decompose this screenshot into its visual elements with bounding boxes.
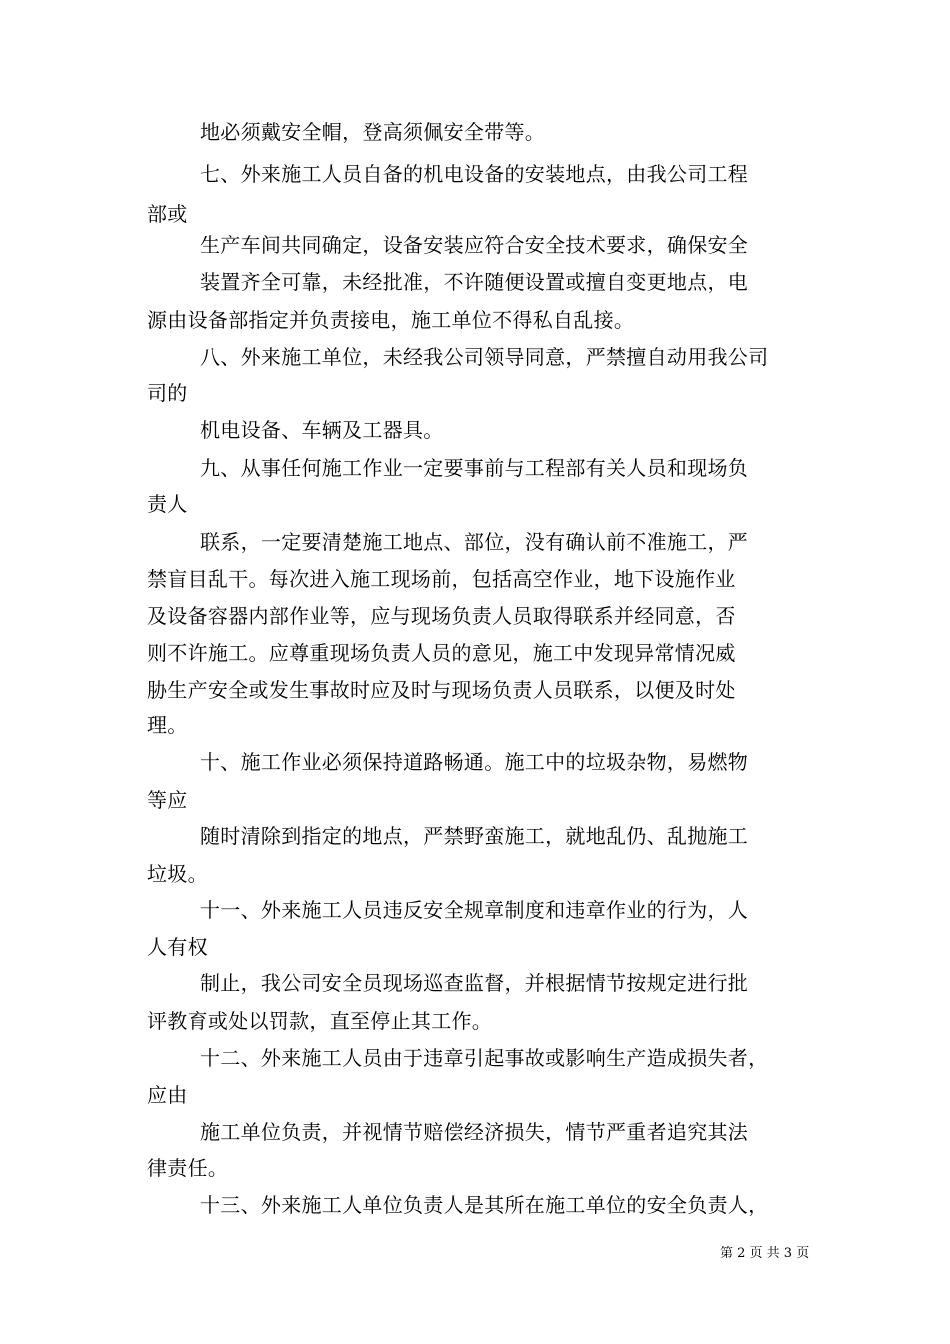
text-line: 随时清除到指定的地点，严禁野蛮施工，就地乱仍、乱抛施工 bbox=[200, 824, 749, 848]
text-line: 禁盲目乱干。每次进入施工现场前，包括高空作业，地下设施作业 bbox=[147, 567, 736, 591]
text-line: 地必须戴安全帽，登高须佩安全带等。 bbox=[200, 120, 546, 144]
text-line: 十一、外来施工人员违反安全规章制度和违章作业的行为，人 bbox=[200, 898, 749, 922]
text-line: 生产车间共同确定，设备安装应符合安全技术要求，确保安全 bbox=[200, 233, 749, 257]
text-line: 理。 bbox=[147, 713, 188, 737]
text-line: 垃圾。 bbox=[147, 862, 208, 886]
text-line: 联系，一定要清楚施工地点、部位，没有确认前不准施工，严 bbox=[200, 530, 749, 554]
page-number-footer: 第 2 页 共 3 页 bbox=[720, 1246, 810, 1261]
text-line: 机电设备、车辆及工器具。 bbox=[200, 418, 444, 442]
text-line: 制止，我公司安全员现场巡查监督，并根据情节按规定进行批 bbox=[200, 971, 749, 995]
text-line: 等应 bbox=[147, 788, 188, 812]
text-line: 装置齐全可靠，未经批准，不许随便设置或擅自变更地点，电 bbox=[200, 270, 749, 294]
text-line: 律责任。 bbox=[147, 1156, 229, 1180]
text-line: 则不许施工。应尊重现场负责人员的意见，施工中发现异常情况威 bbox=[147, 641, 736, 665]
text-line: 八、外来施工单位，未经我公司领导同意，严禁擅自动用我公司 bbox=[200, 345, 769, 369]
text-line: 人有权 bbox=[147, 935, 208, 959]
text-line: 应由 bbox=[147, 1083, 188, 1107]
text-line: 十、施工作业必须保持道路畅通。施工中的垃圾杂物，易燃物 bbox=[200, 750, 749, 774]
text-line: 九、从事任何施工作业一定要事前与工程部有关人员和现场负 bbox=[200, 456, 749, 480]
text-line: 责人 bbox=[147, 492, 188, 516]
text-line: 胁生产安全或发生事故时应及时与现场负责人员联系，以便及时处 bbox=[147, 678, 736, 702]
text-line: 及设备容器内部作业等，应与现场负责人员取得联系并经同意，否 bbox=[147, 604, 736, 628]
text-line: 源由设备部指定并负责接电，施工单位不得私自乱接。 bbox=[147, 308, 635, 332]
text-line: 施工单位负责，并视情节赔偿经济损失，情节严重者追究其法 bbox=[200, 1120, 749, 1144]
text-line: 部或 bbox=[147, 202, 188, 226]
text-line: 十三、外来施工人单位负责人是其所在施工单位的安全负责人， bbox=[200, 1193, 769, 1217]
text-line: 评教育或处以罚款，直至停止其工作。 bbox=[147, 1009, 493, 1033]
text-line: 七、外来施工人员自备的机电设备的安装地点，由我公司工程 bbox=[200, 162, 749, 186]
text-line: 司的 bbox=[147, 381, 188, 405]
text-line: 十二、外来施工人员由于违章引起事故或影响生产造成损失者， bbox=[200, 1046, 769, 1070]
